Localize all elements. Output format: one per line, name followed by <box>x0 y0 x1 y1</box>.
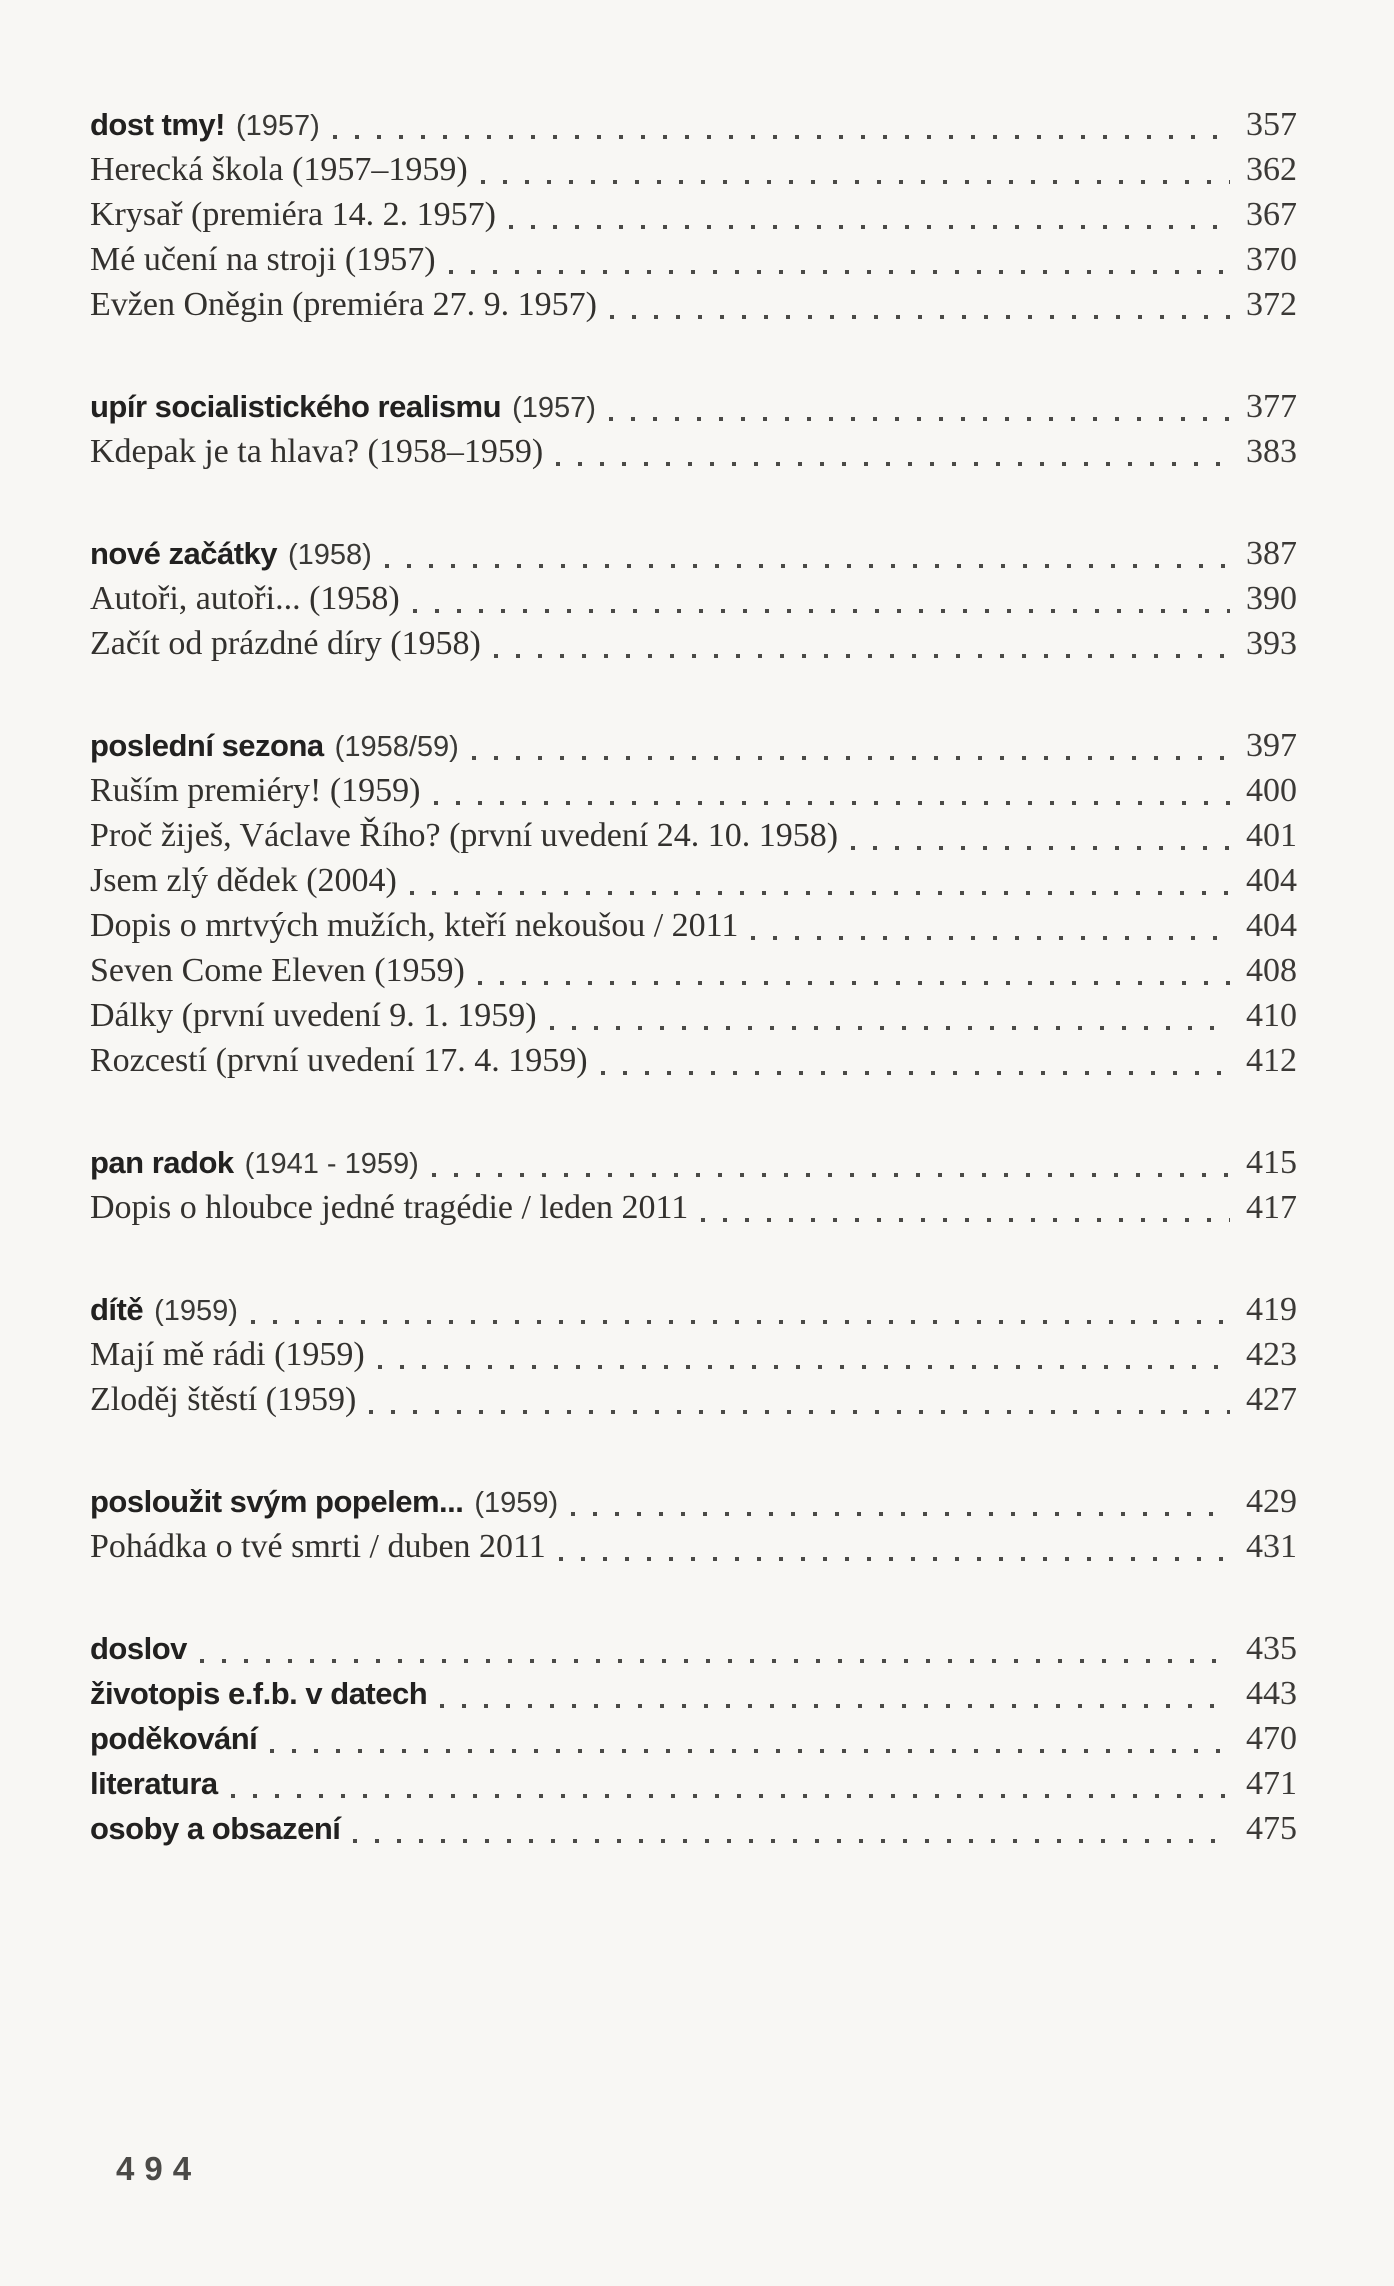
entry-page: 372 <box>1246 286 1297 323</box>
entry-title: literatura <box>90 1766 218 1801</box>
dot-leader <box>559 1557 1230 1561</box>
entry-title: Seven Come Eleven (1959) <box>90 952 465 989</box>
toc-group <box>90 388 1297 478</box>
entry-detail: (1958) <box>288 539 372 571</box>
dot-leader <box>270 1749 1230 1753</box>
dot-leader <box>571 1512 1230 1516</box>
toc-entry <box>90 862 1297 907</box>
toc-entry <box>90 1483 1297 1528</box>
toc-entry <box>90 196 1297 241</box>
dot-leader <box>556 462 1230 466</box>
entry-title: Autoři, autoři... (1958) <box>90 580 400 617</box>
entry-page: 443 <box>1246 1675 1297 1712</box>
toc-entry <box>90 625 1297 670</box>
entry-page: 404 <box>1246 907 1297 944</box>
dot-leader <box>609 417 1230 421</box>
entry-detail: (1957) <box>512 392 596 424</box>
entry-title: upír socialistického realismu <box>90 389 502 424</box>
entry-page: 408 <box>1246 952 1297 989</box>
entry-title: Mé učení na stroji (1957) <box>90 241 436 278</box>
entry-page: 415 <box>1246 1144 1297 1181</box>
entry-title: Dopis o hloubce jedné tragédie / leden 2011 <box>90 1189 689 1226</box>
entry-page: 383 <box>1246 433 1297 470</box>
entry-title: dost tmy! <box>90 107 225 142</box>
toc-entry <box>90 106 1297 151</box>
entry-page: 362 <box>1246 151 1297 188</box>
entry-title: Dopis o mrtvých mužích, kteří nekoušou / 2011 <box>90 907 739 944</box>
entry-page: 470 <box>1246 1720 1297 1757</box>
entry-title: Kdepak je ta hlava? (1958–1959) <box>90 433 544 470</box>
entry-page: 390 <box>1246 580 1297 617</box>
entry-page: 431 <box>1246 1528 1297 1565</box>
entry-page: 423 <box>1246 1336 1297 1373</box>
entry-page: 401 <box>1246 817 1297 854</box>
entry-page: 475 <box>1246 1810 1297 1847</box>
entry-title: doslov <box>90 1631 187 1666</box>
entry-page: 427 <box>1246 1381 1297 1418</box>
entry-title: Proč žiješ, Václave Řího? (první uvedení 24. 10. 1958) <box>90 817 839 854</box>
entry-title: Zloděj štěstí (1959) <box>90 1381 357 1418</box>
entry-page: 412 <box>1246 1042 1297 1079</box>
dot-leader <box>494 654 1230 658</box>
dot-leader <box>701 1218 1230 1222</box>
toc-entry <box>90 1291 1297 1336</box>
entry-page: 419 <box>1246 1291 1297 1328</box>
entry-title: Dálky (první uvedení 9. 1. 1959) <box>90 997 537 1034</box>
entry-page: 387 <box>1246 535 1297 572</box>
toc-entry <box>90 1630 1297 1675</box>
toc-entry <box>90 1381 1297 1426</box>
entry-title: Herecká škola (1957–1959) <box>90 151 468 188</box>
toc-entry <box>90 1810 1297 1855</box>
entry-title: osoby a obsazení <box>90 1811 341 1846</box>
toc-group <box>90 535 1297 670</box>
entry-title: Mají mě rádi (1959) <box>90 1336 365 1373</box>
entry-page: 410 <box>1246 997 1297 1034</box>
toc-entry <box>90 817 1297 862</box>
page-number: 494 <box>116 2150 202 2187</box>
dot-leader <box>378 1365 1230 1369</box>
entry-title: Začít od prázdné díry (1958) <box>90 625 481 662</box>
entry-title: poslední sezona <box>90 728 324 763</box>
entry-page: 393 <box>1246 625 1297 662</box>
dot-leader <box>410 891 1230 895</box>
toc-group <box>90 1291 1297 1426</box>
entry-detail: (1959) <box>474 1487 559 1519</box>
entry-title: Evžen Oněgin (premiéra 27. 9. 1957) <box>90 286 597 323</box>
toc-group <box>90 1630 1297 1855</box>
entry-title: Jsem zlý dědek (2004) <box>90 862 397 899</box>
toc-entry <box>90 580 1297 625</box>
toc-entry <box>90 952 1297 997</box>
dot-leader <box>413 609 1230 613</box>
dot-leader <box>353 1839 1230 1843</box>
entry-title: pan radok <box>90 1145 234 1180</box>
dot-leader <box>369 1410 1230 1414</box>
dot-leader <box>200 1659 1230 1663</box>
entry-title: Pohádka o tvé smrti / duben 2011 <box>90 1528 546 1565</box>
toc-group <box>90 727 1297 1087</box>
entry-title: posloužit svým popelem... <box>90 1484 464 1519</box>
toc-entry <box>90 1144 1297 1189</box>
toc-entry <box>90 727 1297 772</box>
entry-page: 357 <box>1246 106 1297 143</box>
toc-entry <box>90 1042 1297 1087</box>
entry-detail: (1941 - 1959) <box>244 1148 419 1180</box>
dot-leader <box>851 846 1230 850</box>
dot-leader <box>550 1026 1230 1030</box>
entry-page: 404 <box>1246 862 1297 899</box>
toc-entry <box>90 1336 1297 1381</box>
entry-page: 471 <box>1246 1765 1297 1802</box>
toc-entry <box>90 433 1297 478</box>
dot-leader <box>251 1320 1230 1324</box>
entry-title: životopis e.f.b. v datech <box>90 1676 428 1711</box>
toc-entry <box>90 1528 1297 1573</box>
entry-detail: (1959) <box>154 1295 238 1327</box>
entry-detail: (1958/59) <box>334 731 459 763</box>
dot-leader <box>449 270 1230 274</box>
toc-entry <box>90 1189 1297 1234</box>
entry-title: Ruším premiéry! (1959) <box>90 772 421 809</box>
entry-page: 400 <box>1246 772 1297 809</box>
toc-entry <box>90 286 1297 331</box>
entry-page: 367 <box>1246 196 1297 233</box>
dot-leader <box>231 1794 1230 1798</box>
entry-title: Krysař (premiéra 14. 2. 1957) <box>90 196 496 233</box>
entry-page: 397 <box>1246 727 1297 764</box>
entry-detail: (1957) <box>236 110 320 142</box>
dot-leader <box>472 756 1230 760</box>
entry-page: 429 <box>1246 1483 1297 1520</box>
entry-page: 435 <box>1246 1630 1297 1667</box>
toc-entry <box>90 388 1297 433</box>
dot-leader <box>440 1704 1230 1708</box>
dot-leader <box>601 1071 1230 1075</box>
toc-entry <box>90 997 1297 1042</box>
dot-leader <box>333 135 1230 139</box>
dot-leader <box>610 315 1230 319</box>
entry-page: 370 <box>1246 241 1297 278</box>
entry-title: dítě <box>90 1292 144 1327</box>
dot-leader <box>432 1173 1230 1177</box>
dot-leader <box>509 225 1230 229</box>
dot-leader <box>434 801 1231 805</box>
toc-entry <box>90 1765 1297 1810</box>
entry-title: nové začátky <box>90 536 277 571</box>
toc-entry <box>90 151 1297 196</box>
toc-entry <box>90 1720 1297 1765</box>
toc-entry <box>90 907 1297 952</box>
toc-entry <box>90 241 1297 286</box>
toc-group <box>90 1144 1297 1234</box>
toc-entry <box>90 1675 1297 1720</box>
entry-page: 417 <box>1246 1189 1297 1226</box>
toc-group <box>90 106 1297 331</box>
toc-entry <box>90 535 1297 580</box>
dot-leader <box>751 936 1230 940</box>
entry-page: 377 <box>1246 388 1297 425</box>
toc-group <box>90 1483 1297 1573</box>
toc-entry <box>90 772 1297 817</box>
dot-leader <box>385 564 1230 568</box>
dot-leader <box>481 180 1230 184</box>
entry-title: Rozcestí (první uvedení 17. 4. 1959) <box>90 1042 588 1079</box>
dot-leader <box>478 981 1230 985</box>
entry-title: poděkování <box>90 1721 258 1756</box>
